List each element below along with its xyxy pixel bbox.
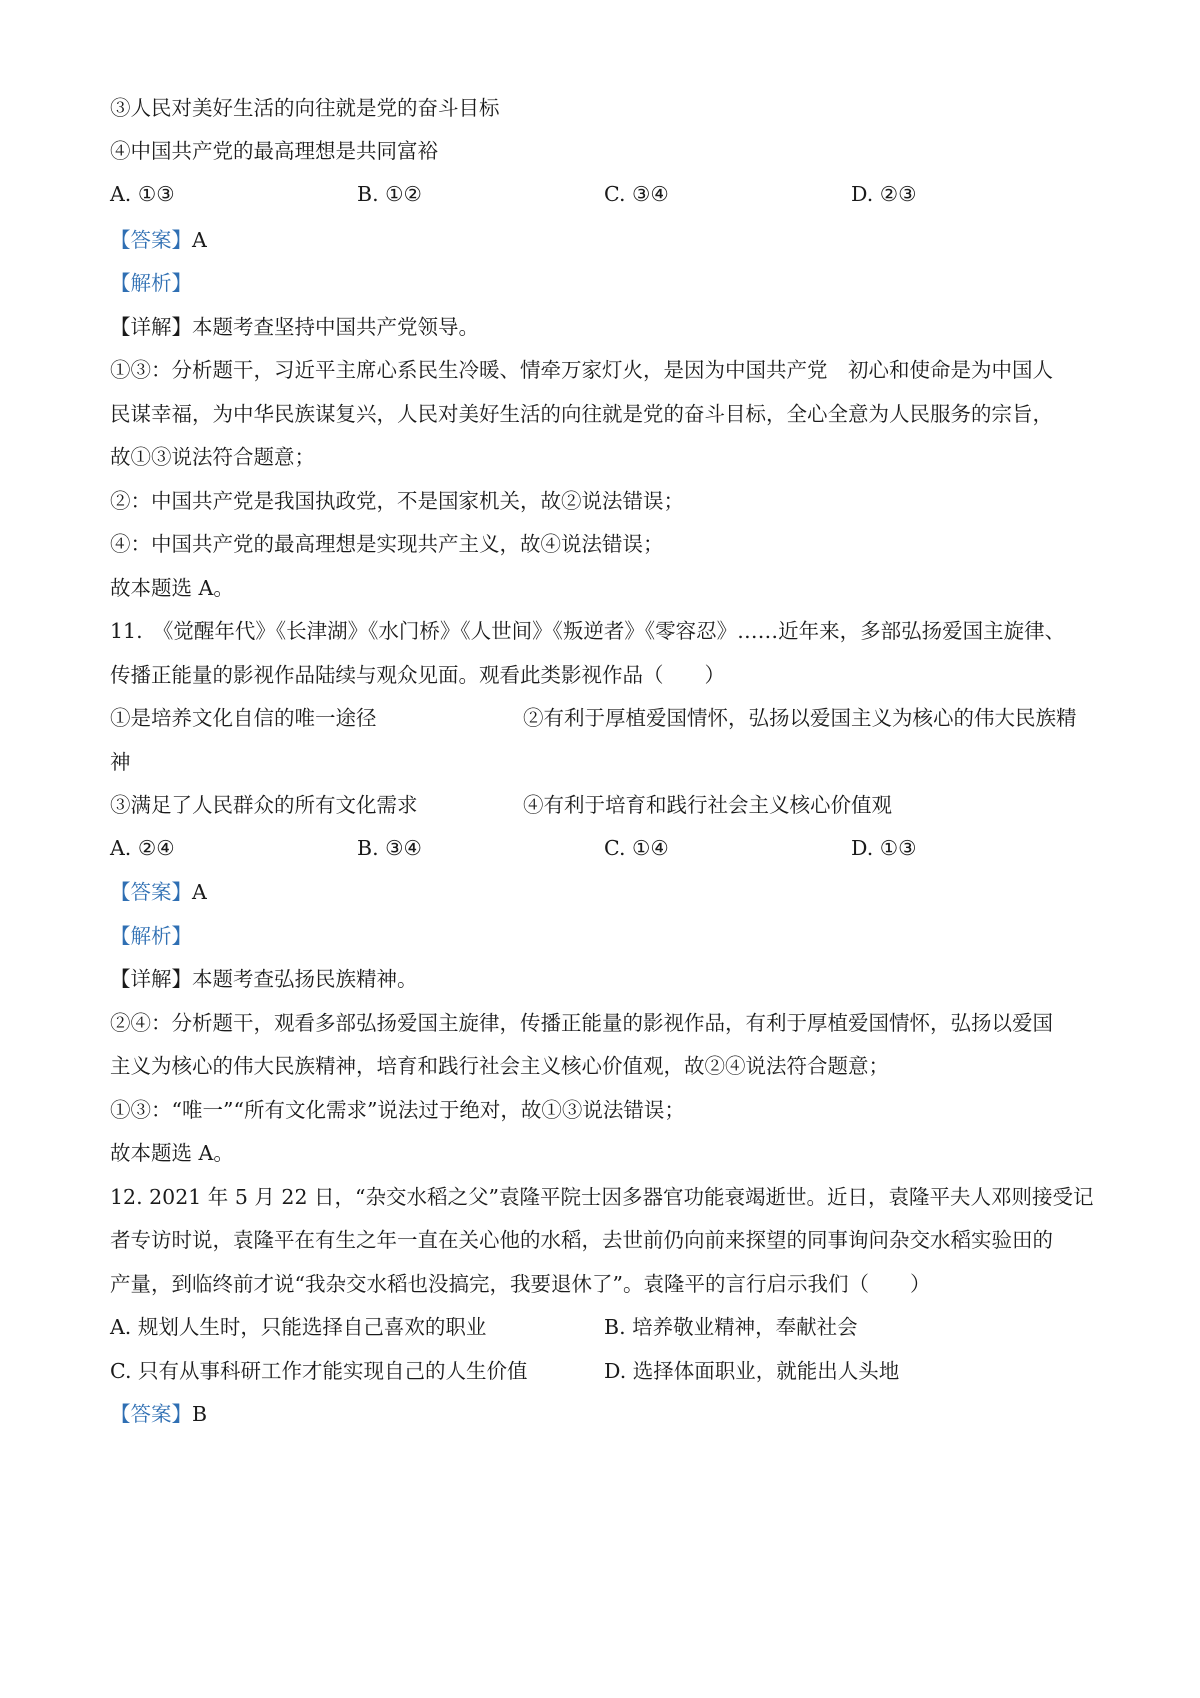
q10-statement-4: ④中国共产党的最高理想是共同富裕 bbox=[110, 139, 438, 163]
answer-tag: 【答案】 bbox=[110, 228, 192, 252]
q12-option-d: D. 选择体面职业，就能出人头地 bbox=[604, 1359, 900, 1383]
q11-answer bbox=[110, 878, 207, 906]
q11-statement-1: ①是培养文化自信的唯一途径 bbox=[110, 706, 377, 730]
q11-explanation-line: ②④：分析题干，观看多部弘扬爱国主旋律，传播正能量的影视作品，有利于厚植爱国情怀，弘扬以爱国 bbox=[110, 1011, 1053, 1035]
q11-explanation-line: 主义为核心的伟大民族精神，培育和践行社会主义核心价值观，故②④说法符合题意； bbox=[110, 1054, 889, 1078]
q11-option-b: B. ③④ bbox=[357, 836, 422, 860]
q12-stem-line: 12. 2021 年 5 月 22 日，“杂交水稻之父”袁隆平院士因多器官功能衰竭逝世。近日，袁隆平夫人邓则接受记 bbox=[110, 1185, 1094, 1209]
q10-explanation-line: 民谋幸福，为中华民族谋复兴，人民对美好生活的向往就是党的奋斗目标，全心全意为人民服务的宗旨， bbox=[110, 402, 1053, 426]
q11-statement-2: ②有利于厚植爱国情怀，弘扬以爱国主义为核心的伟大民族精 bbox=[523, 706, 1077, 730]
q10-statement-3: ③人民对美好生活的向往就是党的奋斗目标 bbox=[110, 96, 500, 120]
q12-stem-line: 产量，到临终前才说“我杂交水稻也没搞完，我要退休了”。袁隆平的言行启示我们（ ） bbox=[110, 1272, 931, 1296]
q11-option-a: A. ②④ bbox=[110, 836, 175, 860]
q10-explanation-line: ②：中国共产党是我国执政党，不是国家机关，故②说法错误； bbox=[110, 489, 684, 513]
q10-conclusion: 故本题选 A。 bbox=[110, 576, 234, 600]
q12-option-a: A. 规划人生时，只能选择自己喜欢的职业 bbox=[110, 1315, 487, 1339]
q10-explanation-line: 故①③说法符合题意； bbox=[110, 445, 315, 469]
q11-option-d: D. ①③ bbox=[851, 836, 917, 860]
q11-statement-3: ③满足了人民群众的所有文化需求 bbox=[110, 793, 418, 817]
q12-answer bbox=[110, 1400, 207, 1428]
q10-option-d: D. ②③ bbox=[851, 182, 917, 206]
q10-option-b: B. ①② bbox=[357, 182, 422, 206]
q11-statement-4: ④有利于培育和践行社会主义核心价值观 bbox=[523, 793, 892, 817]
q10-analysis-tag: 【解析】 bbox=[110, 271, 192, 295]
answer-value: A bbox=[192, 880, 207, 904]
q10-detail: 【详解】本题考查坚持中国共产党领导。 bbox=[110, 315, 479, 339]
q12-option-b: B. 培养敬业精神，奉献社会 bbox=[604, 1315, 858, 1339]
q12-option-c: C. 只有从事科研工作才能实现自己的人生价值 bbox=[110, 1359, 528, 1383]
q10-answer bbox=[110, 226, 207, 254]
q11-analysis-tag: 【解析】 bbox=[110, 924, 192, 948]
q11-statement-2-continued: 神 bbox=[110, 750, 131, 774]
q10-explanation-line: ①③：分析题干，习近平主席心系民生冷暖、情牵万家灯火，是因为中国共产党 初心和使命是为中国人 bbox=[110, 358, 1053, 382]
answer-tag: 【答案】 bbox=[110, 1402, 192, 1426]
answer-value: A bbox=[192, 228, 207, 252]
q10-option-c: C. ③④ bbox=[604, 182, 669, 206]
q11-option-c: C. ①④ bbox=[604, 836, 669, 860]
q11-stem-line: 11. 《觉醒年代》《长津湖》《水门桥》《人世间》《叛逆者》《零容忍》……近年来，多部弘扬爱国主旋律、 bbox=[110, 619, 1066, 643]
answer-tag: 【答案】 bbox=[110, 880, 192, 904]
q10-explanation-line: ④：中国共产党的最高理想是实现共产主义，故④说法错误； bbox=[110, 532, 664, 556]
q11-conclusion: 故本题选 A。 bbox=[110, 1141, 234, 1165]
q11-explanation-line: ①③：“唯一”“所有文化需求”说法过于绝对，故①③说法错误； bbox=[110, 1098, 685, 1122]
q11-detail: 【详解】本题考查弘扬民族精神。 bbox=[110, 967, 418, 991]
q11-stem-line: 传播正能量的影视作品陆续与观众见面。观看此类影视作品（ ） bbox=[110, 663, 725, 687]
answer-value: B bbox=[192, 1402, 208, 1426]
q10-option-a: A. ①③ bbox=[110, 182, 175, 206]
q12-stem-line: 者专访时说，袁隆平在有生之年一直在关心他的水稻，去世前仍向前来探望的同事询问杂交水稻实验田的 bbox=[110, 1228, 1053, 1252]
